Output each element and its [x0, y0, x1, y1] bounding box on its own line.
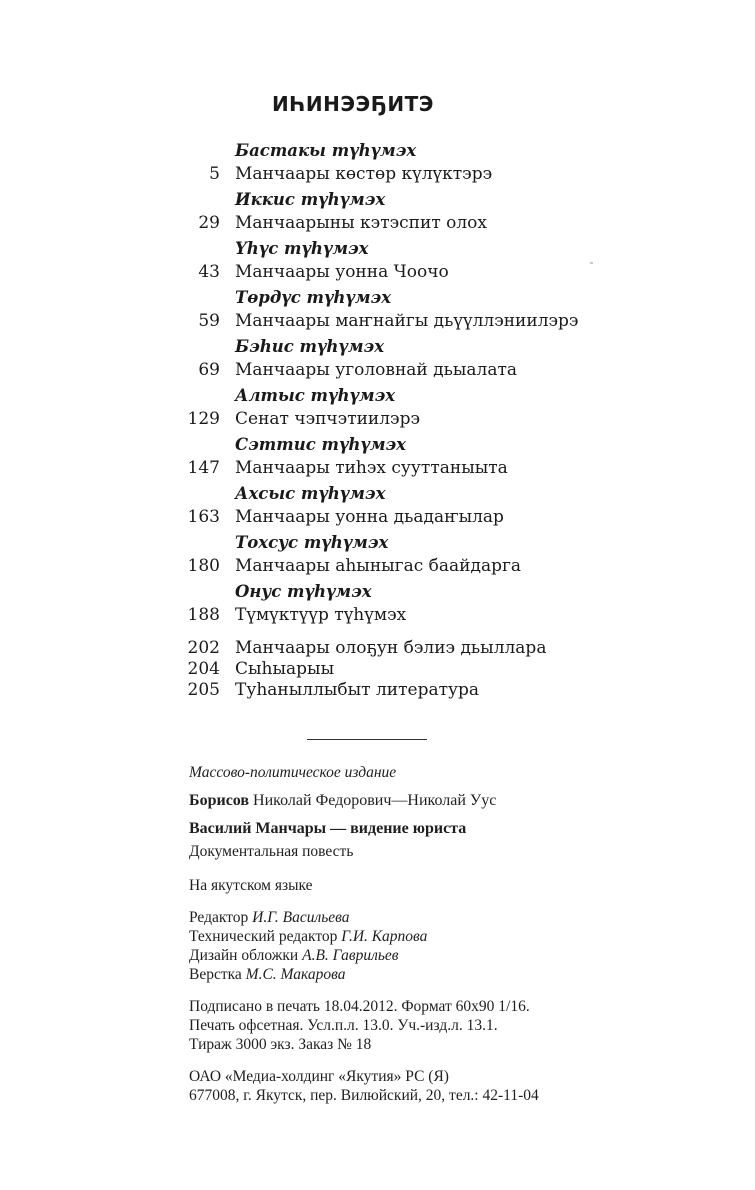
toc-entry: [0, 554, 755, 581]
entry-title: Туһаныллыбыт литература: [235, 680, 480, 700]
credit-name: И.Г. Васильева: [252, 909, 350, 926]
toc-entry: [0, 358, 755, 385]
series-label: Массово-политическое издание: [189, 764, 397, 781]
credit-line: [189, 946, 709, 965]
entry-title: Сыһыарыы: [235, 659, 335, 679]
chapter-heading: Бастакы түһүмэх: [235, 141, 417, 160]
toc-entry-appendix: [0, 638, 755, 659]
toc-title: ИҺИНЭЭҔИТЭ: [272, 92, 434, 116]
chapter-heading: Ахсыс түһүмэх: [235, 484, 386, 503]
credit-name: А.В. Гаврильев: [302, 947, 399, 964]
page-number: 43: [198, 262, 220, 282]
language-label: На якутском языке: [189, 877, 313, 894]
entry-title: Манчаары уголовнай дьыалата: [235, 360, 518, 380]
section-divider: [307, 739, 427, 740]
toc-entry-appendix: [0, 659, 755, 680]
credit-line: [189, 908, 709, 927]
print-info-line: Печать офсетная. Усл.п.л. 13.0. Уч.-изд.л. 13.1.: [189, 1017, 498, 1034]
author-line: [189, 790, 709, 818]
page-number: 69: [198, 360, 220, 380]
credit-role: Дизайн обложки: [189, 947, 299, 964]
chapter-heading: Сэттис түһүмэх: [235, 435, 406, 454]
toc-entry: [0, 505, 755, 532]
author-surname: Борисов: [189, 792, 250, 809]
entry-title: Манчаары уонна дьадаҥылар: [235, 507, 504, 527]
chapter-heading: Онус түһүмэх: [235, 582, 372, 601]
author-names: Николай Федорович—Николай Уус: [253, 792, 497, 809]
page-number: 5: [209, 164, 220, 184]
credit-role: Редактор: [189, 909, 249, 926]
entry-title: Манчаары маҥнайгы дьүүллэниилэрэ: [235, 311, 579, 331]
page-number: 29: [198, 213, 220, 233]
print-info-line: Подписано в печать 18.04.2012. Формат 60х90 1/16.: [189, 998, 530, 1015]
entry-title: Манчаары олоҕун бэлиэ дьыллара: [235, 638, 547, 658]
credit-name: М.С. Макарова: [245, 966, 346, 983]
chapter-heading: Тохсус түһүмэх: [235, 533, 389, 552]
chapter-heading: Иккис түһүмэх: [235, 190, 386, 209]
publisher-line: ОАО «Медиа-холдинг «Якутия» РС (Я): [189, 1068, 449, 1085]
publisher-address: 677008, г. Якутск, пер. Вилюйский, 20, тел.: 42-11-04: [189, 1087, 539, 1104]
scan-artifact: [590, 262, 593, 264]
print-info-line: Тираж 3000 экз. Заказ № 18: [189, 1036, 372, 1053]
entry-title: Манчаары аһыныгас баайдарга: [235, 556, 522, 576]
chapter-heading: Төрдүс түһүмэх: [235, 288, 392, 307]
page-number: 205: [187, 680, 220, 700]
entry-title: Түмүктүүр түһүмэх: [235, 605, 407, 625]
toc-entry: [0, 211, 755, 238]
toc-entry: [0, 407, 755, 434]
genre-label: Документальная повесть: [189, 843, 354, 860]
toc-entry: [0, 162, 755, 189]
entry-title: Манчаары уонна Чоочо: [235, 262, 449, 282]
credit-name: Г.И. Карпова: [341, 928, 428, 945]
page-number: 202: [187, 638, 220, 658]
credit-line: [189, 927, 709, 946]
entry-title: Манчаары көстөр күлүктэрэ: [235, 164, 493, 184]
imprint-block: [189, 762, 709, 1105]
credit-role: Технический редактор: [189, 928, 338, 945]
table-of-contents: [0, 140, 755, 701]
page-number: 204: [187, 659, 220, 679]
chapter-heading: Бэһис түһүмэх: [235, 337, 385, 356]
book-title: Василий Манчары — видение юриста: [189, 820, 467, 837]
toc-entry: [0, 309, 755, 336]
chapter-heading: Үһүс түһүмэх: [235, 239, 369, 258]
credit-line: [189, 965, 709, 984]
entry-title: Сенат чэпчэтиилэрэ: [235, 409, 420, 429]
toc-entry: [0, 260, 755, 287]
page-number: 129: [187, 409, 220, 429]
entry-title: Манчаары тиһэх сууттаныыта: [235, 458, 508, 478]
page-number: 188: [187, 605, 220, 625]
toc-entry: [0, 603, 755, 630]
credit-role: Верстка: [189, 966, 242, 983]
page-number: 59: [198, 311, 220, 331]
page-number: 163: [187, 507, 220, 527]
entry-title: Манчаарыны кэтэспит олох: [235, 213, 487, 233]
page-number: 147: [187, 458, 220, 478]
toc-entry: [0, 456, 755, 483]
toc-entry-appendix: [0, 680, 755, 701]
page-number: 180: [187, 556, 220, 576]
chapter-heading: Алтыс түһүмэх: [235, 386, 396, 405]
